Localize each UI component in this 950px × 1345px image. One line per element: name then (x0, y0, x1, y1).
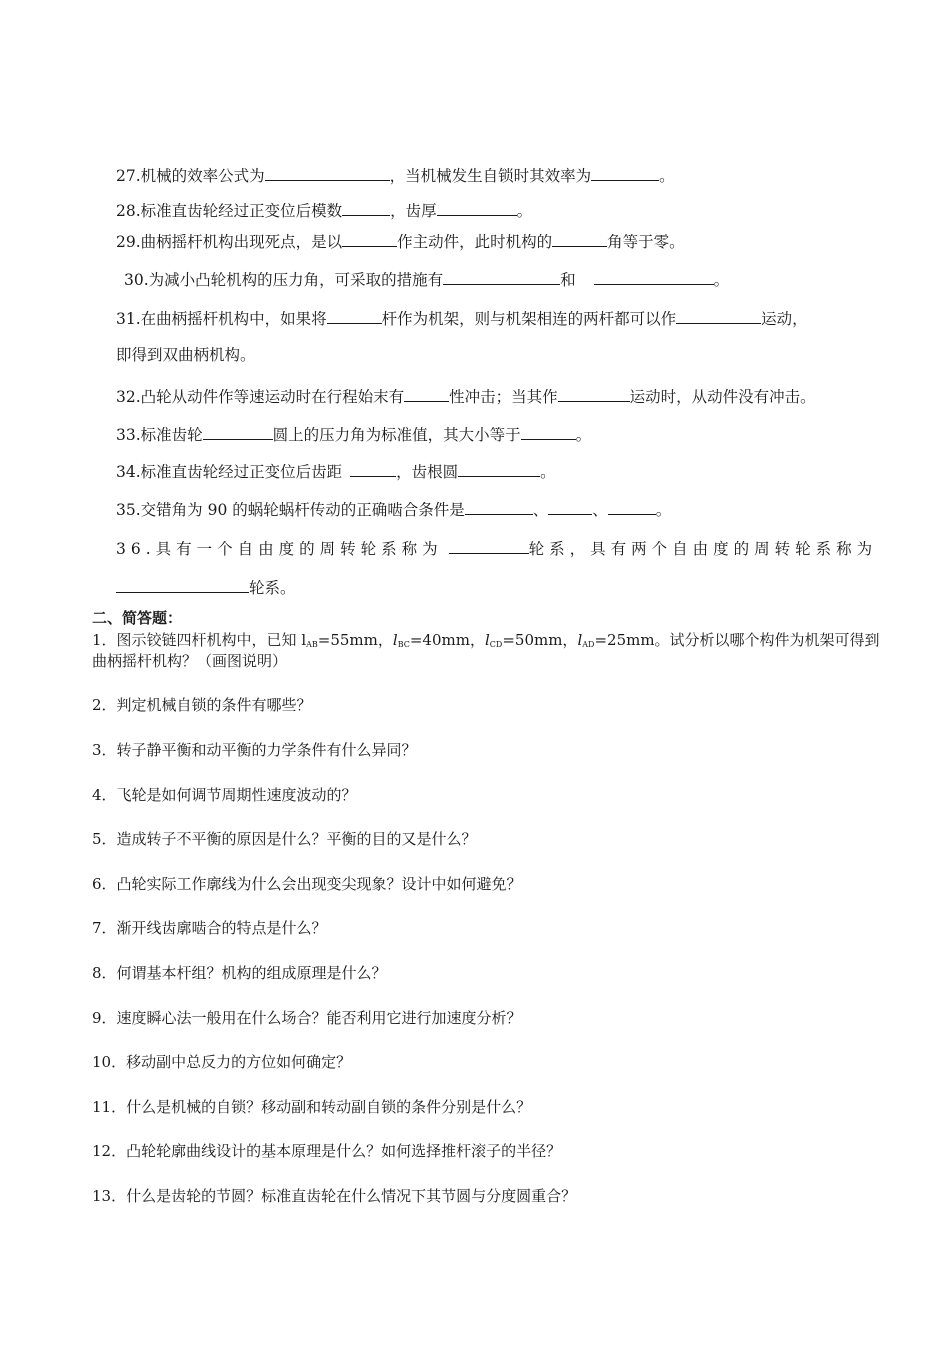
question-33 (116, 424, 591, 445)
q35-text: 。 (655, 501, 672, 519)
blank (548, 499, 592, 515)
blank (350, 461, 396, 477)
q28-text: 28.标准直齿轮经过正变位后模数 (116, 202, 343, 220)
short-question: 5．造成转子不平衡的原因是什么？平衡的目的又是什么？ (92, 830, 477, 848)
sq1-text: =25mm。试分析以哪个构件为机架可得到 (594, 631, 880, 649)
sq1-sub: BC (397, 640, 410, 649)
short-question: 6．凸轮实际工作廓线为什么会出现变尖现象？设计中如何避免？ (92, 875, 522, 893)
q32-text: 运动时，从动件没有冲击。 (629, 388, 816, 406)
short-question: 8．何谓基本杆组？机构的组成原理是什么？ (92, 964, 387, 982)
q29-text: 29.曲柄摇杆机构出现死点，是以 (116, 233, 343, 251)
question-29 (116, 231, 685, 252)
q28-text: 。 (516, 202, 533, 220)
q35-text: 35.交错角为 90 的蜗轮蜗杆传动的正确啮合条件是 (116, 501, 465, 519)
sq1-lead: 1．图示铰链四杆机构中，已知 l (92, 631, 307, 649)
sq1-var: l (577, 631, 583, 649)
sq1-text: =55mm， (317, 631, 393, 649)
blank (594, 269, 714, 285)
short-question: 10．移动副中总反力的方位如何确定？ (92, 1053, 352, 1071)
q31-text: 31.在曲柄摇杆机构中，如果将 (116, 310, 327, 328)
question-36-line2 (116, 577, 296, 598)
question-30 (124, 269, 729, 290)
q34-text: 。 (540, 463, 556, 481)
blank (404, 386, 449, 402)
question-32 (116, 386, 816, 407)
q35-text: 、 (592, 501, 608, 519)
sq1-text: =40mm， (409, 631, 485, 649)
blank (591, 165, 659, 181)
q31-text: 杆作为机架，则与机架相连的两杆都可以作 (381, 310, 677, 328)
question-35 (116, 499, 671, 520)
question-31 (116, 308, 808, 329)
short-question: 11．什么是机械的自锁？移动副和转动副自锁的条件分别是什么？ (92, 1098, 532, 1116)
blank (558, 386, 630, 402)
blank (676, 308, 761, 324)
blank (342, 200, 390, 216)
question-34 (116, 461, 556, 482)
q27-text: 27.机械的效率公式为 (116, 167, 265, 185)
sq1-sub: AD (582, 640, 595, 649)
sq1-var: l (484, 631, 490, 649)
question-31-line2 (116, 345, 256, 365)
sq1-text: =50mm， (502, 631, 578, 649)
short-question: 3．转子静平衡和动平衡的力学条件有什么异同？ (92, 741, 417, 759)
q32-text: 性冲击；当其作 (449, 388, 558, 406)
short-question: 4．飞轮是如何调节周期性速度波动的？ (92, 786, 357, 804)
blank (203, 424, 273, 440)
question-27 (116, 165, 675, 186)
section-heading: 二、简答题： (92, 609, 183, 627)
q33-text: 圆上的压力角为标准值，其大小等于 (272, 426, 521, 444)
q27-text: ，当机械发生自锁时其效率为 (389, 167, 592, 185)
blank (449, 538, 529, 554)
short-question-1-line2: 曲柄摇杆机构？（画图说明） (92, 652, 288, 670)
sq1-var: l (392, 631, 398, 649)
q29-text: 作主动件，此时机构的 (397, 233, 553, 251)
blank (465, 499, 533, 515)
q28-text: ，齿厚 (390, 202, 437, 220)
blank (116, 577, 249, 593)
blank (458, 461, 540, 477)
short-question: 9．速度瞬心法一般用在什么场合？能否利用它进行加速度分析？ (92, 1009, 522, 1027)
q31-text: 运动， (761, 310, 808, 328)
q33-text: 。 (575, 426, 592, 444)
blank (327, 308, 382, 324)
short-question: 13．什么是齿轮的节圆？标准直齿轮在什么情况下其节圆与分度圆重合？ (92, 1187, 577, 1205)
q32-text: 32.凸轮从动件作等速运动时在行程始末有 (116, 388, 405, 406)
blank (437, 200, 517, 216)
short-question: 2．判定机械自锁的条件有哪些？ (92, 696, 312, 714)
q33-text: 33.标准齿轮 (116, 426, 203, 444)
q30-text: 30.为减小凸轮机构的压力角，可采取的措施有 (124, 271, 444, 289)
blank (608, 499, 656, 515)
blank (342, 231, 397, 247)
blank (443, 269, 560, 285)
q27-text: 。 (659, 167, 675, 185)
question-36 (116, 538, 877, 559)
q30-text: 。 (713, 271, 730, 289)
blank (521, 424, 576, 440)
short-question: 7．渐开线齿廓啮合的特点是什么？ (92, 919, 327, 937)
q29-text: 角等于零。 (607, 233, 685, 251)
q36-text: 轮系，具有两个自由度的周转轮系称为 (528, 540, 878, 558)
sq1-sub: AB (306, 640, 318, 649)
q36-text: 36.具有一个自由度的周转轮系称为 (116, 540, 443, 558)
short-question: 12．凸轮轮廓曲线设计的基本原理是什么？如何选择推杆滚子的半径？ (92, 1142, 562, 1160)
question-28 (116, 200, 532, 221)
q34-text: ，齿根圆 (396, 463, 459, 481)
q35-text: 、 (532, 501, 549, 519)
blank (552, 231, 607, 247)
blank (265, 165, 390, 181)
q36-text: 轮系。 (249, 579, 296, 597)
q30-text: 和 (560, 271, 576, 289)
q34-text: 34.标准直齿轮经过正变位后齿距 (116, 463, 343, 481)
sq1-sub: CD (489, 640, 503, 649)
q31-text: 即得到双曲柄机构。 (116, 346, 256, 364)
